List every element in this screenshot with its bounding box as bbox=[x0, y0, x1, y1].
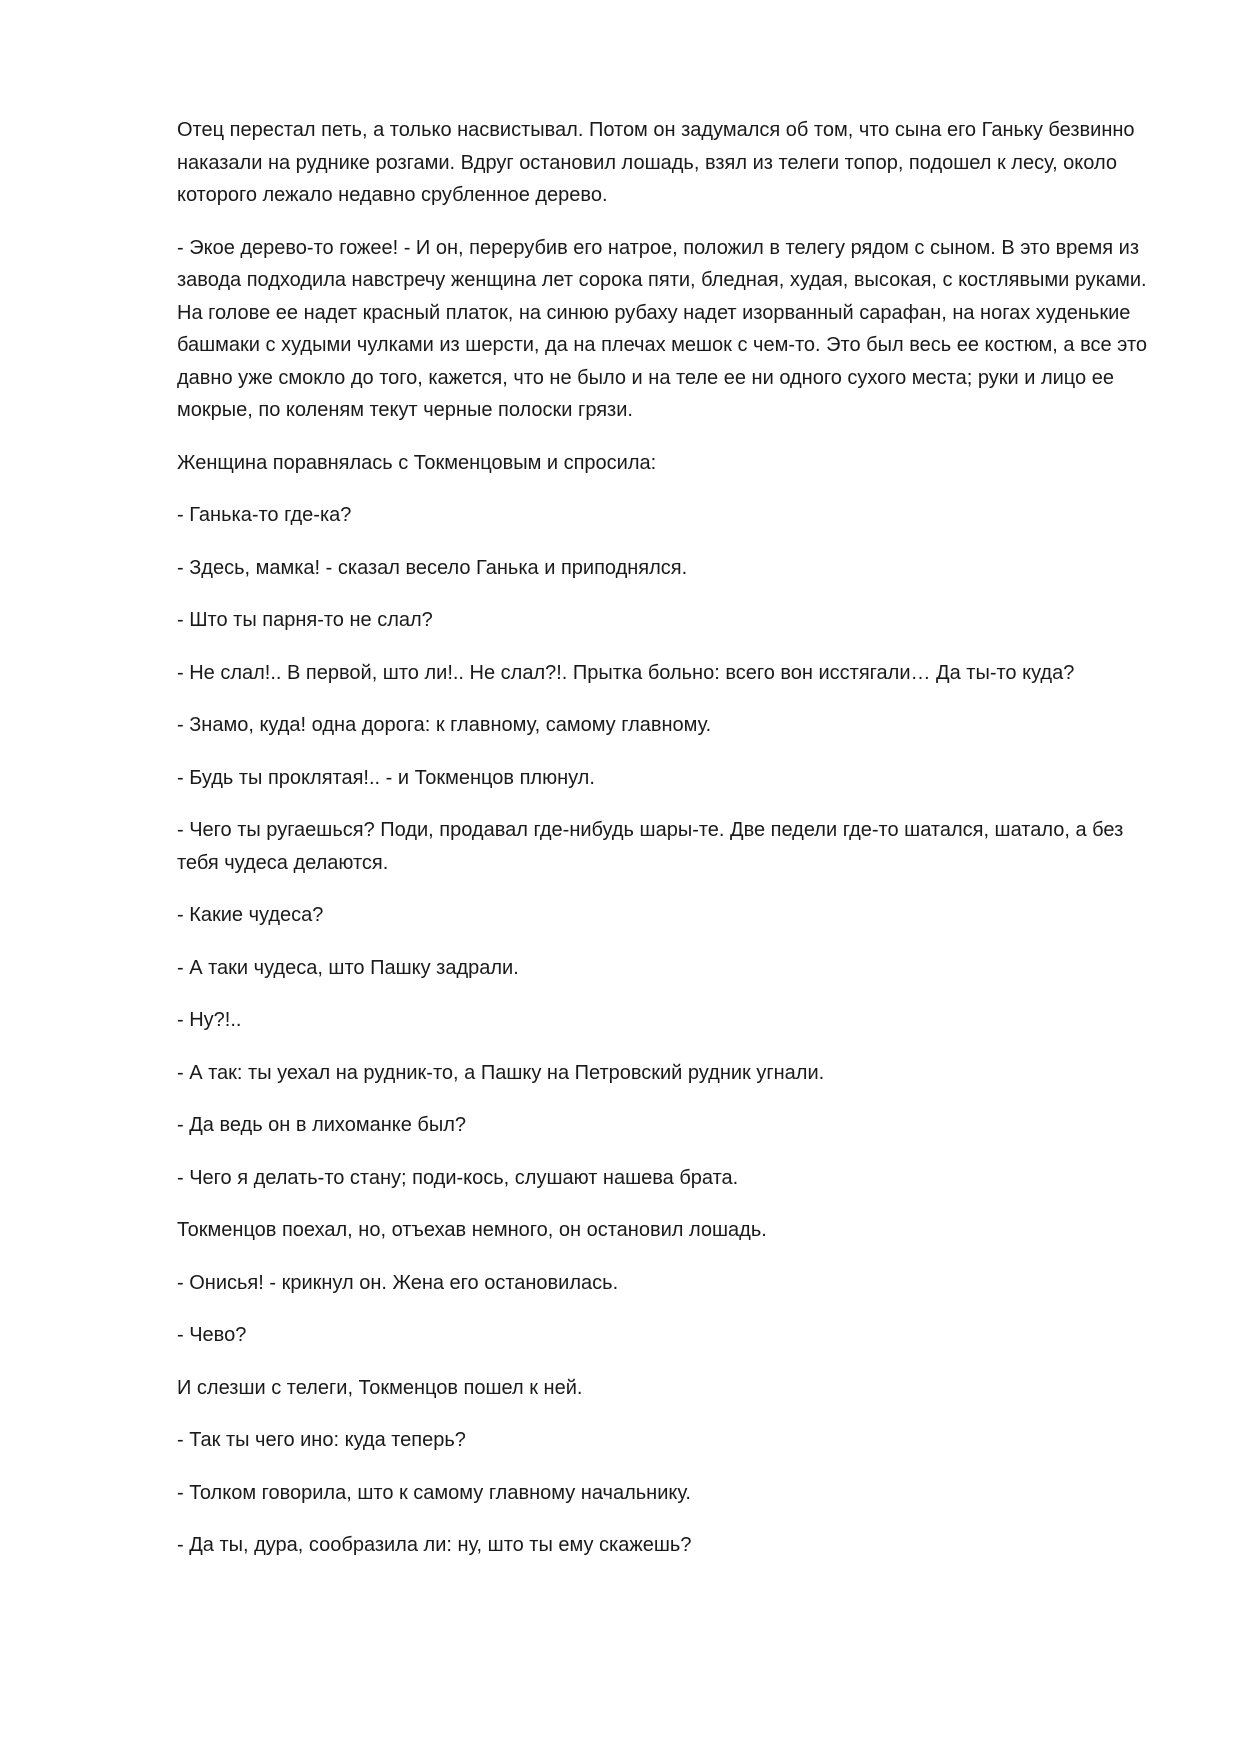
paragraph: - Толком говорила, што к самому главному начальнику. bbox=[177, 1481, 691, 1504]
paragraph: - Ганька-то где-ка? bbox=[177, 504, 352, 526]
paragraph: - А так: ты уехал на рудник-то, а Пашку на Петровский рудник угнали. bbox=[177, 1061, 825, 1084]
paragraph: - А таки чудеса, што Пашку задрали. bbox=[177, 956, 519, 979]
paragraph: - Так ты чего ино: куда теперь? bbox=[177, 1429, 466, 1451]
paragraph: - Да ты, дура, сообразила ли: ну, што ты ему скажешь? bbox=[177, 1534, 692, 1556]
paragraph: - Не слал!.. В первой, што ли!.. Не слал?!. Прытка больно: всего вон исстягали… Да ты-то куда? bbox=[177, 661, 1075, 684]
paragraph: - Онисья! - крикнул он. Жена его остановилась. bbox=[177, 1271, 619, 1294]
paragraph: - Што ты парня-то не слал? bbox=[177, 609, 433, 631]
paragraph: - Ну?!.. bbox=[177, 1009, 242, 1031]
paragraph: - Чево? bbox=[177, 1324, 247, 1346]
paragraph: Токменцов поехал, но, отъехав немного, он остановил лошадь. bbox=[177, 1219, 767, 1241]
text-body bbox=[177, 114, 1157, 1582]
paragraph: - Чего ты ругаешься? Поди, продавал где-нибудь шары-те. Две педели где-то шатался, шатало, а без тебя чудеса делаются. bbox=[177, 819, 1124, 874]
paragraph: И слезши с телеги, Токменцов пошел к ней. bbox=[177, 1376, 583, 1399]
paragraph: - Чего я делать-то стану; поди-кось, слушают нашева брата. bbox=[177, 1166, 739, 1189]
paragraph: Отец перестал петь, а только насвистывал. Потом он задумался об том, что сына его Ганьку безвинно наказали на руднике розгами. Вдруг остановил лошадь, взял из телеги топор, подошел к лесу, около которого лежало недавно срубленное дерево. bbox=[177, 119, 1135, 206]
paragraph: - Да ведь он в лихоманке был? bbox=[177, 1114, 467, 1136]
paragraph: Женщина поравнялась с Токменцовым и спросила: bbox=[177, 451, 657, 474]
paragraph: - Какие чудеса? bbox=[177, 904, 324, 926]
paragraph: - Здесь, мамка! - сказал весело Ганька и приподнялся. bbox=[177, 556, 688, 579]
paragraph: - Знамо, куда! одна дорога: к главному, самому главному. bbox=[177, 714, 712, 736]
paragraph: - Будь ты проклятая!.. - и Токменцов плюнул. bbox=[177, 766, 595, 789]
paragraph: - Экое дерево-то гожее! - И он, перерубив его натрое, положил в телегу рядом с сыном. В это время из завода подходила навстречу женщина лет сорока пяти, бледная, худая, высокая, с костлявыми руками. На голове ее надет красный платок, на синюю рубаху надет изорванный сарафан, на ногах худенькие башмаки с худыми чулками из шерсти, да на плечах мешок с чем-то. Это был весь ее костюм, а все это давно уже смокло до того, кажется, что не было и на теле ее ни одного сухого места; руки и лицо ее мокрые, по коленям текут черные полоски грязи. bbox=[177, 236, 1147, 421]
